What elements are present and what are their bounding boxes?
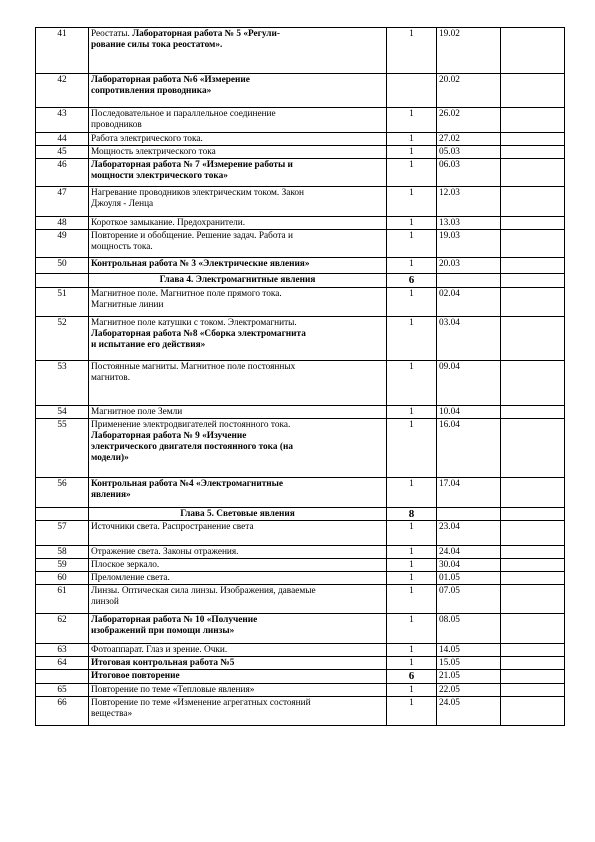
lesson-hours: 1 — [387, 317, 437, 361]
lesson-topic: Реостаты. Лабораторная работа № 5 «Регули- рование силы тока реостатом». — [89, 28, 387, 74]
lesson-fact-date — [501, 133, 565, 146]
lesson-number: 63 — [36, 644, 89, 657]
table-row — [36, 274, 565, 288]
lesson-fact-date — [501, 684, 565, 697]
lesson-number: 60 — [36, 572, 89, 585]
lesson-topic: Плоское зеркало. — [89, 559, 387, 572]
table-row — [36, 478, 565, 508]
table-row — [36, 361, 565, 406]
lesson-date: 07.05 — [437, 585, 501, 614]
lesson-fact-date — [501, 614, 565, 644]
lesson-number: 65 — [36, 684, 89, 697]
lesson-topic: Применение электродвигателей постоянного тока. Лабораторная работа № 9 «Изучение электрического двигателя постоянного тока (на модели)» — [89, 419, 387, 478]
lesson-hours: 1 — [387, 419, 437, 478]
lesson-fact-date — [501, 406, 565, 419]
lesson-date: 15.05 — [437, 657, 501, 670]
lesson-fact-date — [501, 559, 565, 572]
lesson-date: 17.04 — [437, 478, 501, 508]
lesson-hours: 1 — [387, 133, 437, 146]
lesson-hours: 1 — [387, 684, 437, 697]
lesson-topic: Магнитное поле. Магнитное поле прямого тока. Магнитные линии — [89, 288, 387, 317]
lesson-hours: 1 — [387, 697, 437, 726]
lesson-hours: 1 — [387, 478, 437, 508]
lesson-hours: 1 — [387, 406, 437, 419]
lesson-fact-date — [501, 419, 565, 478]
lesson-topic: Короткое замыкание. Предохранители. — [89, 217, 387, 230]
table-row — [36, 28, 565, 74]
lesson-topic: Глава 4. Электромагнитные явления — [89, 274, 387, 288]
lesson-date: 21.05 — [437, 670, 501, 684]
lesson-fact-date — [501, 187, 565, 217]
lesson-date: 20.03 — [437, 258, 501, 274]
lesson-topic: Глава 5. Световые явления — [89, 508, 387, 521]
lesson-number: 62 — [36, 614, 89, 644]
lesson-hours: 1 — [387, 521, 437, 546]
lesson-topic: Последовательное и параллельное соединение проводников — [89, 108, 387, 133]
lesson-fact-date — [501, 74, 565, 108]
lesson-hours: 1 — [387, 146, 437, 159]
table-row — [36, 644, 565, 657]
table-row — [36, 670, 565, 684]
lesson-fact-date — [501, 508, 565, 521]
table-row — [36, 187, 565, 217]
lesson-fact-date — [501, 217, 565, 230]
lesson-fact-date — [501, 572, 565, 585]
table-row — [36, 258, 565, 274]
lesson-date: 19.03 — [437, 230, 501, 258]
lesson-topic: Повторение по теме «Изменение агрегатных состояний вещества» — [89, 697, 387, 726]
lesson-topic: Постоянные магниты. Магнитное поле постоянных магнитов. — [89, 361, 387, 406]
lesson-fact-date — [501, 521, 565, 546]
lesson-date: 03.04 — [437, 317, 501, 361]
lesson-number: 66 — [36, 697, 89, 726]
lesson-date: 06.03 — [437, 159, 501, 187]
lesson-topic: Повторение и обобщение. Решение задач. Работа и мощность тока. — [89, 230, 387, 258]
lesson-number: 45 — [36, 146, 89, 159]
lesson-topic: Мощность электрического тока — [89, 146, 387, 159]
lesson-number: 61 — [36, 585, 89, 614]
lesson-number: 46 — [36, 159, 89, 187]
table-row — [36, 230, 565, 258]
lesson-topic: Контрольная работа № 3 «Электрические явления» — [89, 258, 387, 274]
lesson-topic: Преломление света. — [89, 572, 387, 585]
lesson-fact-date — [501, 288, 565, 317]
lesson-number: 50 — [36, 258, 89, 274]
lesson-fact-date — [501, 159, 565, 187]
table-row — [36, 217, 565, 230]
lesson-date: 16.04 — [437, 419, 501, 478]
lesson-number: 44 — [36, 133, 89, 146]
lesson-hours: 1 — [387, 217, 437, 230]
lesson-topic: Отражение света. Законы отражения. — [89, 546, 387, 559]
table-row — [36, 133, 565, 146]
lesson-fact-date — [501, 274, 565, 288]
lesson-fact-date — [501, 28, 565, 74]
table-row — [36, 146, 565, 159]
lesson-fact-date — [501, 657, 565, 670]
lesson-hours: 1 — [387, 187, 437, 217]
lesson-topic: Источники света. Распространение света — [89, 521, 387, 546]
table-row — [36, 288, 565, 317]
lesson-date: 01.05 — [437, 572, 501, 585]
lesson-topic: Линзы. Оптическая сила линзы. Изображения, даваемые линзой — [89, 585, 387, 614]
table-row — [36, 108, 565, 133]
lesson-number: 59 — [36, 559, 89, 572]
lesson-date: 10.04 — [437, 406, 501, 419]
lesson-hours: 1 — [387, 288, 437, 317]
lesson-number: 47 — [36, 187, 89, 217]
lesson-hours: 1 — [387, 657, 437, 670]
lesson-fact-date — [501, 644, 565, 657]
table-row — [36, 317, 565, 361]
lesson-plan-table — [35, 27, 565, 726]
lesson-number — [36, 508, 89, 521]
table-row — [36, 546, 565, 559]
lesson-date: 05.03 — [437, 146, 501, 159]
lesson-number: 64 — [36, 657, 89, 670]
lesson-date: 24.04 — [437, 546, 501, 559]
lesson-topic: Фотоаппарат. Глаз и зрение. Очки. — [89, 644, 387, 657]
lesson-topic: Итоговая контрольная работа №5 — [89, 657, 387, 670]
lesson-hours: 1 — [387, 28, 437, 74]
lesson-fact-date — [501, 230, 565, 258]
lesson-number: 49 — [36, 230, 89, 258]
table-row — [36, 657, 565, 670]
lesson-hours: 8 — [387, 508, 437, 521]
lesson-fact-date — [501, 317, 565, 361]
lesson-topic: Нагревание проводников электрическим током. Закон Джоуля - Ленца — [89, 187, 387, 217]
lesson-fact-date — [501, 361, 565, 406]
lesson-number: 53 — [36, 361, 89, 406]
lesson-number: 54 — [36, 406, 89, 419]
lesson-hours: 1 — [387, 585, 437, 614]
lesson-date: 30.04 — [437, 559, 501, 572]
table-row — [36, 614, 565, 644]
table-row — [36, 585, 565, 614]
lesson-fact-date — [501, 478, 565, 508]
lesson-fact-date — [501, 258, 565, 274]
lesson-plan-body — [36, 28, 565, 726]
lesson-hours: 1 — [387, 614, 437, 644]
lesson-date: 23.04 — [437, 521, 501, 546]
lesson-fact-date — [501, 585, 565, 614]
lesson-hours: 1 — [387, 644, 437, 657]
table-row — [36, 74, 565, 108]
lesson-topic: Лабораторная работа №6 «Измерение сопротивления проводника» — [89, 74, 387, 108]
lesson-number: 51 — [36, 288, 89, 317]
lesson-topic: Повторение по теме «Тепловые явления» — [89, 684, 387, 697]
table-row — [36, 521, 565, 546]
lesson-fact-date — [501, 146, 565, 159]
lesson-hours: 6 — [387, 274, 437, 288]
lesson-number: 58 — [36, 546, 89, 559]
lesson-date — [437, 274, 501, 288]
table-row — [36, 684, 565, 697]
lesson-hours: 1 — [387, 361, 437, 406]
lesson-hours: 1 — [387, 559, 437, 572]
lesson-date: 27.02 — [437, 133, 501, 146]
lesson-number: 43 — [36, 108, 89, 133]
lesson-number: 55 — [36, 419, 89, 478]
table-row — [36, 508, 565, 521]
lesson-date: 24.05 — [437, 697, 501, 726]
lesson-number — [36, 274, 89, 288]
table-row — [36, 159, 565, 187]
lesson-date: 19.02 — [437, 28, 501, 74]
lesson-date: 20.02 — [437, 74, 501, 108]
table-row — [36, 572, 565, 585]
lesson-number: 42 — [36, 74, 89, 108]
lesson-fact-date — [501, 108, 565, 133]
lesson-number: 57 — [36, 521, 89, 546]
table-row — [36, 559, 565, 572]
lesson-date: 08.05 — [437, 614, 501, 644]
lesson-number: 56 — [36, 478, 89, 508]
lesson-number: 48 — [36, 217, 89, 230]
lesson-hours: 1 — [387, 159, 437, 187]
lesson-number: 41 — [36, 28, 89, 74]
lesson-topic: Работа электрического тока. — [89, 133, 387, 146]
lesson-topic: Магнитное поле Земли — [89, 406, 387, 419]
lesson-fact-date — [501, 697, 565, 726]
lesson-topic: Контрольная работа №4 «Электромагнитные явления» — [89, 478, 387, 508]
lesson-date: 14.05 — [437, 644, 501, 657]
lesson-date: 09.04 — [437, 361, 501, 406]
lesson-date: 12.03 — [437, 187, 501, 217]
lesson-topic: Лабораторная работа № 7 «Измерение работы и мощности электрического тока» — [89, 159, 387, 187]
lesson-date: 26.02 — [437, 108, 501, 133]
lesson-hours: 1 — [387, 108, 437, 133]
lesson-fact-date — [501, 546, 565, 559]
lesson-date: 13.03 — [437, 217, 501, 230]
lesson-number: 52 — [36, 317, 89, 361]
lesson-topic: Лабораторная работа № 10 «Получение изображений при помощи линзы» — [89, 614, 387, 644]
lesson-topic: Магнитное поле катушки с током. Электромагниты. Лабораторная работа №8 «Сборка электромагнита и испытание его действия» — [89, 317, 387, 361]
lesson-number — [36, 670, 89, 684]
lesson-hours: 1 — [387, 546, 437, 559]
lesson-date — [437, 508, 501, 521]
lesson-hours — [387, 74, 437, 108]
lesson-date: 22.05 — [437, 684, 501, 697]
table-row — [36, 406, 565, 419]
lesson-hours: 6 — [387, 670, 437, 684]
table-row — [36, 419, 565, 478]
lesson-hours: 1 — [387, 258, 437, 274]
lesson-fact-date — [501, 670, 565, 684]
table-row — [36, 697, 565, 726]
lesson-topic: Итоговое повторение — [89, 670, 387, 684]
lesson-hours: 1 — [387, 230, 437, 258]
lesson-date: 02.04 — [437, 288, 501, 317]
lesson-hours: 1 — [387, 572, 437, 585]
